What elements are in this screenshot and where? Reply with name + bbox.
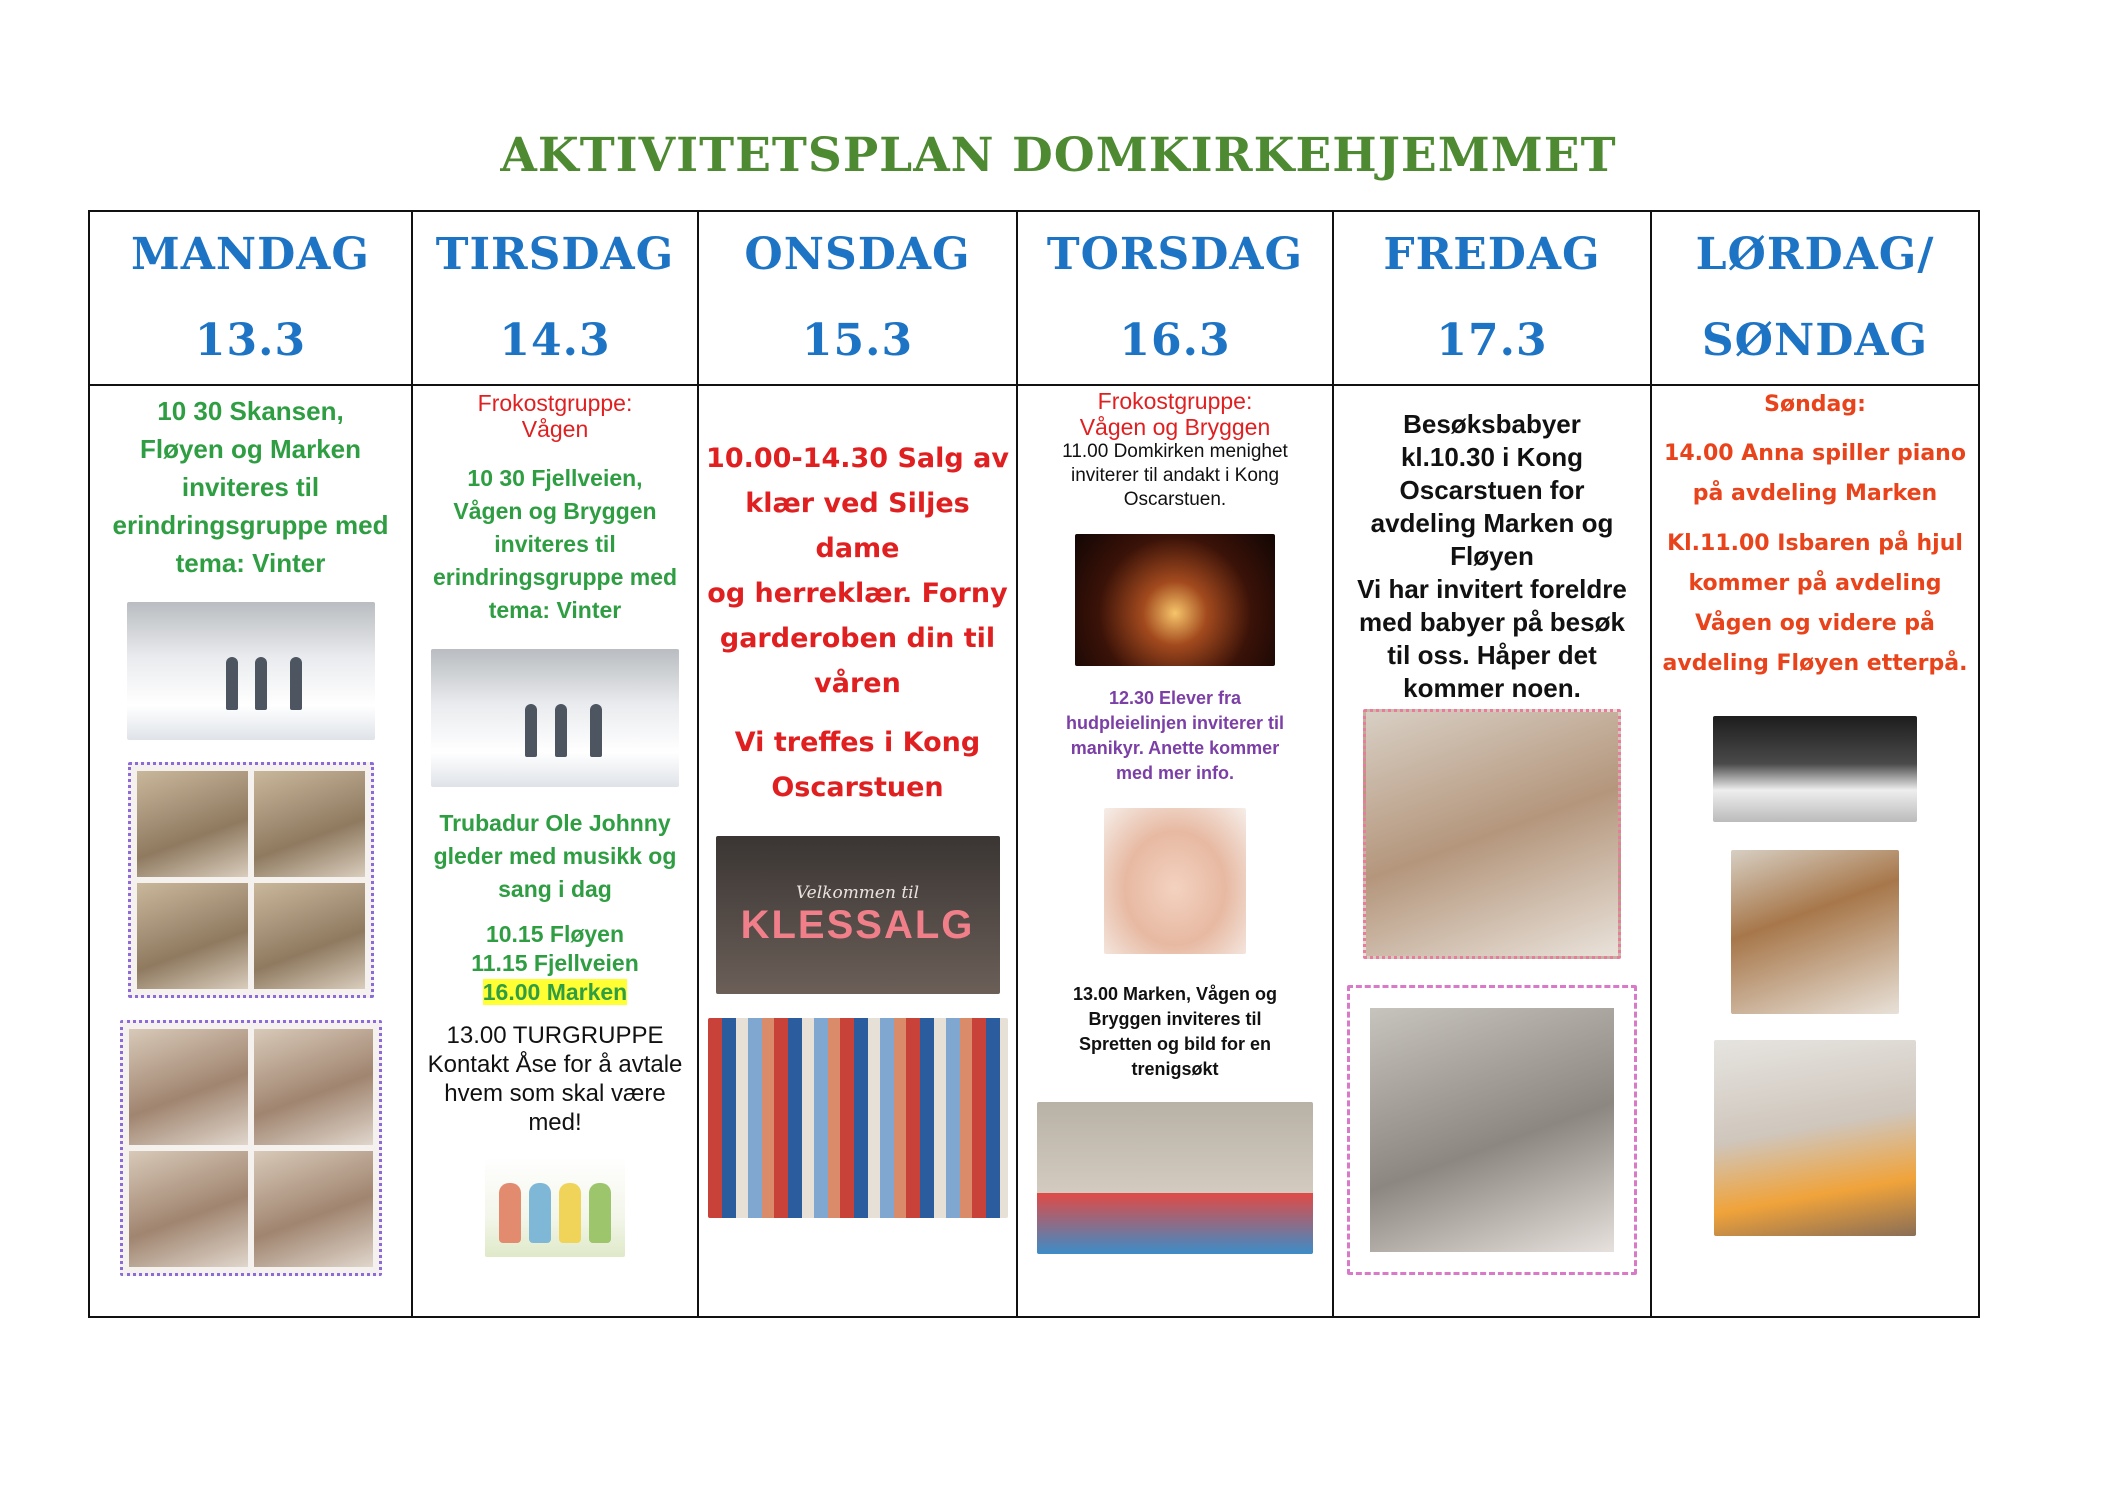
cartoon-illustration — [485, 1157, 625, 1257]
tuesday-breakfast: Frokostgruppe: Vågen — [477, 390, 633, 442]
thursday-service: 11.00 Domkirken menighet inviterer til andakt i Kong Oscarstuen. — [1062, 441, 1288, 510]
workout-photo — [1037, 1102, 1313, 1254]
monday-cell — [89, 385, 412, 1317]
ice-cream-bar: Kl.11.00 Isbaren på hjul kommer på avdeling Vågen og videre på avdeling Fløyen etterpå. — [1662, 531, 1968, 676]
baby-visit-collage — [1363, 709, 1621, 959]
ice-cream-cart-photo — [1731, 850, 1899, 1014]
group-collage-photo — [128, 762, 374, 998]
day-header-wednesday: ONSDAG 15.3 — [698, 211, 1017, 385]
thursday-manicure: 12.30 Elever fra hudpleielinjen inviterer til manikyr. Anette kommer med mer info. — [1065, 688, 1285, 783]
winter-photo — [127, 602, 375, 740]
sunday-piano: 14.00 Anna spiller piano på avdeling Marken — [1664, 441, 1966, 506]
friday-activity: Besøksbabyer kl.10.30 i Kong Oscarstuen for avdeling Marken og Fløyen Vi har invitert foreldre med babyer på besøk til oss. Håper det kommer noen. — [1357, 409, 1627, 703]
tuesday-troubadour: Trubadur Ole Johnny gleder med musikk og sang i dag — [433, 810, 677, 902]
day-header-thursday: TORSDAG 16.3 — [1017, 211, 1333, 385]
sunday-label: Søndag: — [1764, 392, 1866, 417]
thursday-training: 13.00 Marken, Vågen og Bryggen inviteres til Spretten og bild for en trenigsøkt — [1072, 984, 1278, 1079]
day-header-weekend: LØRDAG/ SØNDAG — [1651, 211, 1979, 385]
candles-photo — [1075, 534, 1275, 666]
page-title: AKTIVITETSPLAN DOMKIRKEHJEMMET — [500, 128, 1617, 183]
wednesday-meeting: Vi treffes i Kong Oscarstuen — [734, 727, 981, 803]
wednesday-cell — [698, 385, 1017, 1317]
tuesday-walk-group: 13.00 TURGRUPPE Kontakt Åse for å avtale hvem som skal være med! — [427, 1022, 683, 1136]
weekend-cell — [1651, 385, 1979, 1317]
tuesday-times: 10.15 Fløyen 11.15 Fjellveien 16.00 Marken — [471, 921, 639, 1005]
tuesday-cell — [412, 385, 698, 1317]
nails-photo — [1104, 808, 1246, 954]
day-header-tuesday: TIRSDAG 14.3 — [412, 211, 698, 385]
activity-table — [88, 210, 1980, 1318]
clothes-rack-photo — [708, 1018, 1008, 1218]
winter-photo-2 — [431, 649, 679, 787]
piano-photo — [1713, 716, 1917, 822]
friday-cell — [1333, 385, 1651, 1317]
klessalg-banner: Velkommen til KLESSALG — [716, 836, 1000, 994]
ice-cream-serving-photo — [1714, 1040, 1916, 1236]
thursday-breakfast: Frokostgruppe: Vågen og Bryggen — [1079, 388, 1271, 440]
celebration-photo — [1347, 985, 1637, 1275]
thursday-cell — [1017, 385, 1333, 1317]
header-row — [89, 211, 1979, 385]
day-header-friday: FREDAG 17.3 — [1333, 211, 1651, 385]
tuesday-memory-group: 10 30 Fjellveien, Vågen og Bryggen inviteres til erindringsgruppe med tema: Vinter — [432, 465, 678, 623]
monday-activity: 10 30 Skansen, Fløyen og Marken inviteres til erindringsgruppe med tema: Vinter — [112, 396, 389, 578]
day-header-monday: MANDAG 13.3 — [89, 211, 412, 385]
wednesday-sale: 10.00-14.30 Salg av klær ved Siljes dame og herreklær. Forny garderoben din til våren — [706, 443, 1009, 699]
residents-collage-photo — [120, 1020, 382, 1276]
activities-row — [89, 385, 1979, 1317]
